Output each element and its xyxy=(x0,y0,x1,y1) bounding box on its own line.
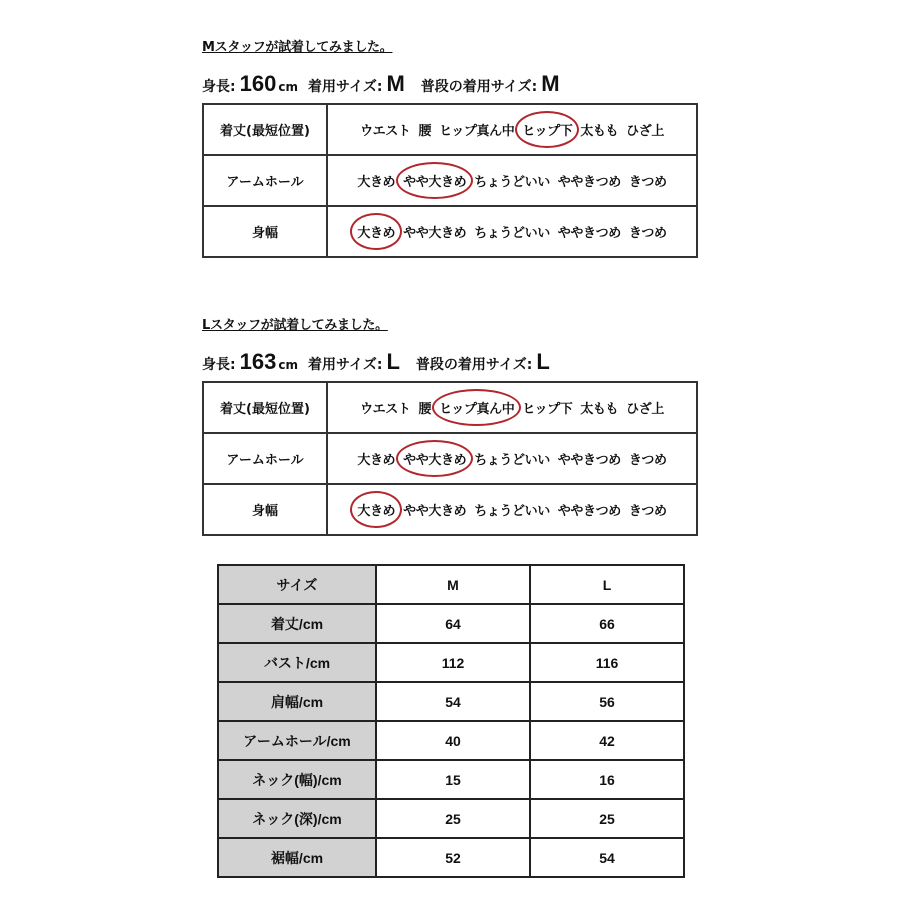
size-row xyxy=(218,604,684,643)
wear-size-value: L xyxy=(386,349,400,374)
size-header-cell: M xyxy=(376,565,530,604)
fit-option: ややきつめ xyxy=(557,226,621,241)
fit-row-label: 身幅 xyxy=(203,484,327,535)
size-value: 42 xyxy=(530,721,684,760)
fit-option: ヒップ真ん中 xyxy=(439,124,515,139)
size-value: 40 xyxy=(376,721,530,760)
fit-option: 腰 xyxy=(418,402,432,417)
size-value: 64 xyxy=(376,604,530,643)
fit-option: きつめ xyxy=(628,175,667,190)
fit-option: 大きめ xyxy=(357,175,396,190)
fit-options xyxy=(327,206,697,257)
fit-option: 太もも xyxy=(580,402,619,417)
size-row-label: バスト/cm xyxy=(218,643,376,682)
fitting-section-m xyxy=(202,36,698,258)
fit-row-label: アームホール xyxy=(203,155,327,206)
fit-option: ウエスト xyxy=(360,402,411,417)
size-row xyxy=(218,721,684,760)
fit-option: きつめ xyxy=(628,504,667,519)
fit-options xyxy=(327,433,697,484)
fit-option-selected: ヒップ真ん中 xyxy=(439,398,514,417)
size-table xyxy=(217,564,685,878)
fit-option: ちょうどいい xyxy=(474,226,550,241)
size-header-row xyxy=(218,565,684,604)
fit-options xyxy=(327,155,697,206)
fit-option: きつめ xyxy=(628,453,667,468)
size-row xyxy=(218,682,684,721)
size-row xyxy=(218,799,684,838)
fit-table xyxy=(202,103,698,258)
height-label: 身長 xyxy=(202,357,230,373)
usual-size-value: M xyxy=(541,71,560,96)
fit-option-selected: やや大きめ xyxy=(403,171,466,190)
fit-option: ややきつめ xyxy=(557,175,621,190)
fit-row xyxy=(203,382,697,433)
fit-row-label: 身幅 xyxy=(203,206,327,257)
size-value: 15 xyxy=(376,760,530,799)
fit-row-label: 着丈(最短位置) xyxy=(203,382,327,433)
size-value: 52 xyxy=(376,838,530,877)
staff-stats: 身長 : 160 cm 着用サイズ : M 普段の着用サイズ : M xyxy=(202,71,560,96)
height-value: 160 xyxy=(239,71,277,96)
fit-row xyxy=(203,484,697,535)
fit-row xyxy=(203,433,697,484)
section-heading: Mスタッフが試着してみました。 xyxy=(202,40,393,55)
size-value: 54 xyxy=(530,838,684,877)
height-value: 163 xyxy=(239,349,277,374)
fit-option: きつめ xyxy=(628,226,667,241)
size-row xyxy=(218,760,684,799)
fit-option-selected: やや大きめ xyxy=(403,449,466,468)
size-row-label: 着丈/cm xyxy=(218,604,376,643)
fit-option-selected: 大きめ xyxy=(357,222,395,241)
fit-option: ちょうどいい xyxy=(474,175,550,190)
size-value: 56 xyxy=(530,682,684,721)
section-heading: Lスタッフが試着してみました。 xyxy=(202,318,388,333)
fit-table xyxy=(202,381,698,536)
fitting-section-l xyxy=(202,314,698,536)
size-row-label: 裾幅/cm xyxy=(218,838,376,877)
fit-option: やや大きめ xyxy=(403,504,467,519)
fit-option-selected: 大きめ xyxy=(357,500,395,519)
height-unit: cm xyxy=(278,80,298,94)
fit-row xyxy=(203,206,697,257)
fit-option: ややきつめ xyxy=(557,504,621,519)
fit-options xyxy=(327,382,697,433)
fit-row xyxy=(203,155,697,206)
size-value: 54 xyxy=(376,682,530,721)
fit-option: やや大きめ xyxy=(403,226,467,241)
fit-option: ひざ上 xyxy=(626,402,664,417)
wear-size-value: M xyxy=(386,71,405,96)
wear-size-label: 着用サイズ xyxy=(307,357,377,373)
wear-size-label: 着用サイズ xyxy=(307,79,377,95)
fit-option: 太もも xyxy=(580,124,619,139)
size-row-label: ネック(深)/cm xyxy=(218,799,376,838)
size-value: 112 xyxy=(376,643,530,682)
fit-option: ヒップ下 xyxy=(522,402,573,417)
fit-option: ウエスト xyxy=(360,124,411,139)
fit-options xyxy=(327,484,697,535)
usual-size-label: 普段の着用サイズ xyxy=(415,357,527,373)
size-value: 16 xyxy=(530,760,684,799)
size-row-label: アームホール/cm xyxy=(218,721,376,760)
fit-row xyxy=(203,104,697,155)
fit-options xyxy=(327,104,697,155)
fit-option: ちょうどいい xyxy=(474,504,550,519)
size-row xyxy=(218,643,684,682)
fit-option: 腰 xyxy=(418,124,432,139)
size-row xyxy=(218,838,684,877)
usual-size-label: 普段の着用サイズ xyxy=(420,79,532,95)
fit-row-label: 着丈(最短位置) xyxy=(203,104,327,155)
fit-option: ややきつめ xyxy=(557,453,621,468)
fit-option: 大きめ xyxy=(357,453,396,468)
size-value: 116 xyxy=(530,643,684,682)
usual-size-value: L xyxy=(536,349,550,374)
size-header-cell: サイズ xyxy=(218,565,376,604)
size-row-label: 肩幅/cm xyxy=(218,682,376,721)
fit-option: ひざ上 xyxy=(626,124,664,139)
height-label: 身長 xyxy=(202,79,230,95)
size-value: 66 xyxy=(530,604,684,643)
fit-row-label: アームホール xyxy=(203,433,327,484)
size-value: 25 xyxy=(530,799,684,838)
height-unit: cm xyxy=(278,358,298,372)
size-row-label: ネック(幅)/cm xyxy=(218,760,376,799)
fit-option: ちょうどいい xyxy=(474,453,550,468)
fit-option-selected: ヒップ下 xyxy=(522,120,572,139)
staff-stats: 身長 : 163 cm 着用サイズ : L 普段の着用サイズ : L xyxy=(202,349,550,374)
size-header-cell: L xyxy=(530,565,684,604)
size-value: 25 xyxy=(376,799,530,838)
